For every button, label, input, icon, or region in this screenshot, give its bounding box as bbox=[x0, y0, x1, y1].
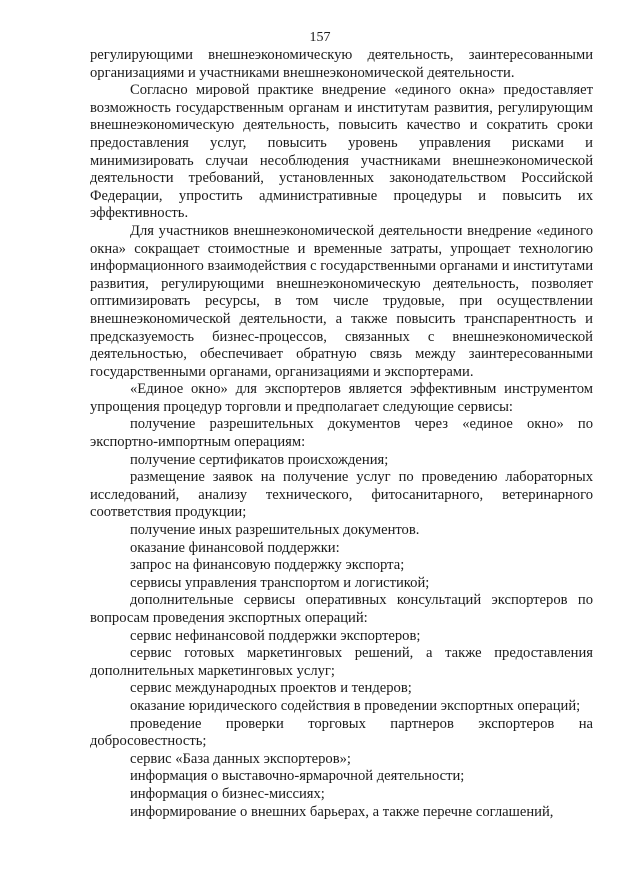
list-item: оказание юридического содействия в проведении экспортных операций; bbox=[130, 697, 581, 714]
list-item: информация о выставочно-ярмарочной деятельности; bbox=[130, 768, 465, 785]
paragraph-single-window-benefits: Согласно мировой практике внедрение «единого окна» предоставляет возможность государственным органам и институтам развития, регулирующим внешнеэкономическую деятельность, повысить качество и сократить сроки предоставления услуг, повысить уровень управления рисками и минимизировать случаи несоблюдения участниками внешнеэкономической деятельности требований, установленных законодательством Российской Федерации, упростить административные процедуры и повысить их эффективность. bbox=[90, 82, 593, 222]
list-item: сервис «База данных экспортеров»; bbox=[130, 750, 351, 767]
page-number: 157 bbox=[309, 30, 331, 45]
list-item: размещение заявок на получение услуг по проведению лабораторных исследований, анализу технического, фитосанитарного, ветеринарного соответствия продукции; bbox=[90, 469, 593, 521]
list-item: дополнительные сервисы оперативных консультаций экспортеров по вопросам проведения экспортных операций: bbox=[90, 592, 593, 626]
paragraph-services-intro: «Единое окно» для экспортеров является эффективным инструментом упрощения процедур торговли и предполагает следующие сервисы: bbox=[90, 381, 593, 415]
list-item: оказание финансовой поддержки: bbox=[130, 539, 340, 556]
list-item: информирование о внешних барьерах, а также перечне соглашений, bbox=[130, 803, 554, 820]
list-item: сервисы управления транспортом и логистикой; bbox=[130, 574, 430, 591]
paragraph-participants-benefits: Для участников внешнеэкономической деятельности внедрение «единого окна» сокращает стоимостные и временные затраты, упрощает технологию информационного взаимодействия с государственными органами и институтами развития, регулирующими внешнеэкономическую деятельность, позволяет оптимизировать ресурсы, в том числе трудовые, при осуществлении внешнеэкономической деятельности, а также повысить транспарентность и предсказуемость бизнес-процессов, связанных с внешнеэкономической деятельностью, обеспечивает обратную связь между заинтересованными государственными органами, организациями и экспортерами. bbox=[90, 222, 594, 380]
list-item: запрос на финансовую поддержку экспорта; bbox=[130, 557, 405, 574]
document-body bbox=[90, 47, 593, 821]
list-item: сервис готовых маркетинговых решений, а также предоставления дополнительных маркетинговых услуг; bbox=[90, 645, 593, 679]
list-item: проведение проверки торговых партнеров экспортеров на добросовестность; bbox=[90, 715, 593, 750]
list-item: получение разрешительных документов через «единое окно» по экспортно-импортным операциям: bbox=[90, 416, 593, 451]
list-item: сервис международных проектов и тендеров; bbox=[130, 680, 412, 697]
list-item: получение сертификатов происхождения; bbox=[130, 451, 389, 468]
list-item: получение иных разрешительных документов. bbox=[130, 522, 420, 539]
list-item: сервис нефинансовой поддержки экспортеров; bbox=[130, 627, 421, 644]
paragraph-continuation: регулирующими внешнеэкономическую деятельность, заинтересованными организациями и участниками внешнеэкономической деятельности. bbox=[90, 47, 593, 81]
list-item: информация о бизнес-миссиях; bbox=[130, 785, 325, 802]
